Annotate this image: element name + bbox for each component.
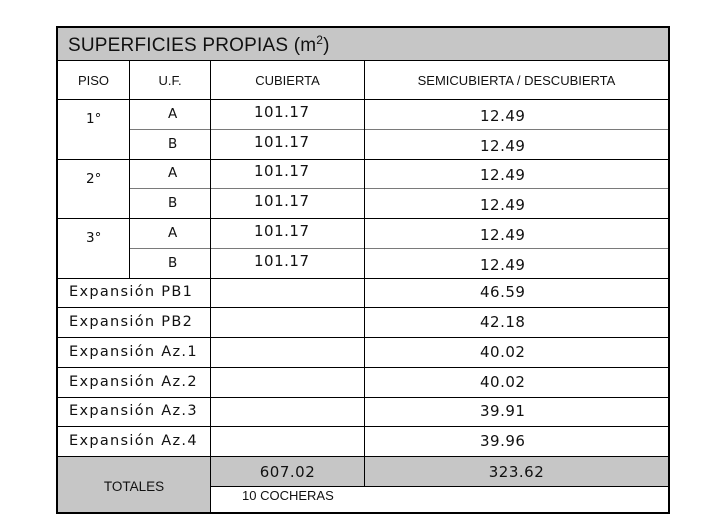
header-cubierta: CUBIERTA bbox=[255, 72, 320, 88]
expansion-value: 40.02 bbox=[480, 342, 526, 361]
expansion-value: 46.59 bbox=[480, 283, 526, 302]
unit-label: B bbox=[168, 135, 178, 152]
semicubierta-value: 12.49 bbox=[480, 166, 526, 185]
expansion-label: Expansión Az.4 bbox=[69, 433, 198, 450]
column-divider bbox=[210, 61, 211, 278]
cubierta-value: 101.17 bbox=[254, 132, 310, 151]
expansion-label: Expansión Az.2 bbox=[69, 373, 198, 390]
cubierta-value: 101.17 bbox=[254, 221, 310, 240]
column-divider bbox=[129, 61, 130, 278]
column-divider bbox=[364, 61, 365, 486]
cubierta-value: 101.17 bbox=[254, 102, 310, 121]
row-divider bbox=[58, 456, 668, 457]
cubierta-value: 101.17 bbox=[254, 162, 310, 181]
table-title-bar bbox=[58, 28, 668, 61]
unit-label: A bbox=[168, 165, 178, 182]
unit-label: A bbox=[168, 224, 178, 241]
row-divider bbox=[58, 337, 668, 338]
expansion-value: 42.18 bbox=[480, 313, 526, 332]
column-divider bbox=[210, 457, 211, 512]
semicubierta-value: 12.49 bbox=[480, 225, 526, 244]
unit-label: B bbox=[168, 254, 178, 271]
table-title-close: ) bbox=[323, 35, 330, 56]
expansion-label: Expansión Az.1 bbox=[69, 343, 198, 360]
semicubierta-value: 12.49 bbox=[480, 255, 526, 274]
row-divider bbox=[58, 307, 668, 308]
semicubierta-value: 12.49 bbox=[480, 106, 526, 125]
row-divider bbox=[58, 426, 668, 427]
cubierta-value: 101.17 bbox=[254, 192, 310, 211]
surface-table bbox=[56, 26, 670, 514]
table-title-superscript: 2 bbox=[316, 33, 324, 47]
floor-label: 2° bbox=[86, 170, 102, 187]
total-semicubierta: 323.62 bbox=[488, 462, 545, 481]
row-divider bbox=[58, 218, 668, 219]
row-divider bbox=[210, 486, 668, 487]
floor-label: 3° bbox=[86, 230, 102, 246]
semicubierta-value: 12.49 bbox=[480, 196, 526, 215]
expansion-label: Expansión PB1 bbox=[69, 284, 194, 301]
row-divider bbox=[58, 99, 668, 100]
column-divider bbox=[210, 278, 211, 458]
expansion-value: 39.91 bbox=[480, 402, 526, 421]
total-cubierta: 607.02 bbox=[259, 462, 316, 481]
unit-label: A bbox=[168, 105, 178, 122]
header-uf: U.F. bbox=[158, 72, 182, 88]
cocheras-text: 10 COCHERAS bbox=[242, 488, 334, 503]
header-semicubierta: SEMICUBIERTA / DESCUBIERTA bbox=[417, 72, 616, 88]
expansion-label: Expansión PB2 bbox=[69, 314, 194, 331]
header-piso: PISO bbox=[77, 72, 110, 88]
expansion-label: Expansión Az.3 bbox=[69, 403, 198, 420]
unit-label: B bbox=[168, 195, 178, 212]
row-divider bbox=[58, 159, 668, 160]
cubierta-value: 101.17 bbox=[254, 251, 310, 270]
row-divider bbox=[58, 278, 668, 279]
expansion-value: 39.96 bbox=[480, 432, 526, 451]
semicubierta-value: 12.49 bbox=[480, 136, 526, 155]
table-title-text: SUPERFICIES PROPIAS (m bbox=[68, 35, 317, 56]
floor-label: 1° bbox=[86, 111, 102, 127]
row-divider bbox=[58, 397, 668, 398]
expansion-value: 40.02 bbox=[480, 372, 526, 391]
row-divider bbox=[58, 367, 668, 368]
totals-label: TOTALES bbox=[103, 479, 165, 494]
table-title bbox=[68, 33, 330, 57]
